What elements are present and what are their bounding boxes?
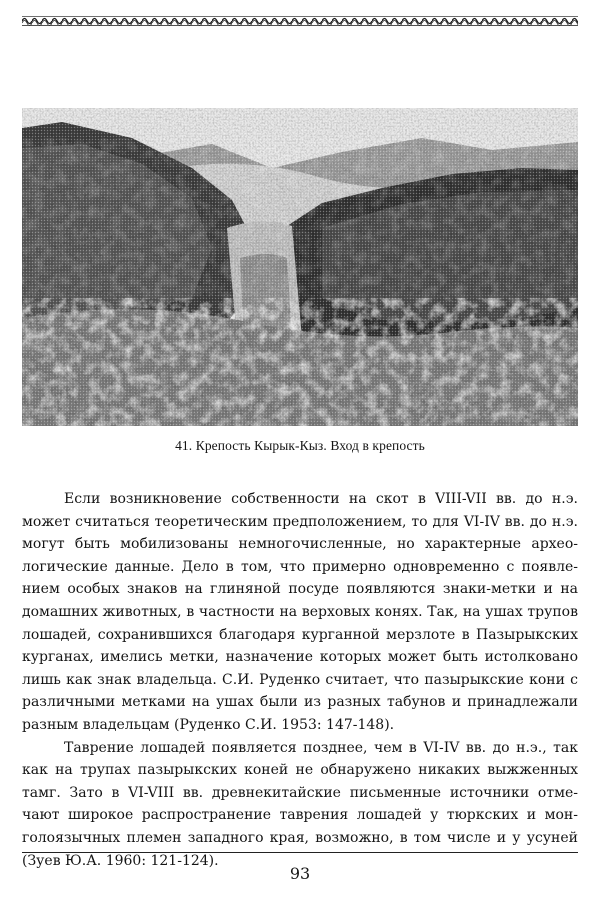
text-line: Таврение лошадей появляется позднее, чем в VI-IV вв. до н.э., так <box>64 739 578 756</box>
paragraph-1 <box>22 488 578 737</box>
text-line: голоязычных племен западного края, возможно, в том числе и у усуней <box>22 829 578 846</box>
text-line: Если возникновение собственности на скот в VIII-VII вв. до н.э. <box>64 491 578 507</box>
text-line: нием особых знаков на глиняной посуде появляются знаки-метки и на <box>22 581 578 598</box>
text-line: чают широкое распространение таврения лошадей у тюркских и мон- <box>22 807 578 824</box>
text-line: (Зуев Ю.А. 1960: 121-124). <box>22 852 219 869</box>
text-line: домашних животных, в частности на верховых конях. Так, на ушах трупов <box>22 603 578 620</box>
text-line: курганах, имелись метки, назначение которых может быть истолковано <box>22 649 578 666</box>
text-line: лошадей, сохранившихся благодаря курганной мерзлоте в Пазырыкских <box>22 626 578 643</box>
figure-caption: 41. Крепость Кырык-Кыз. Вход в крепость <box>175 438 425 453</box>
footer-rule <box>22 852 578 853</box>
text-line: лишь как знак владельца. С.И. Руденко считает, что пазырыкские кони с <box>22 671 578 688</box>
body-text <box>22 488 578 872</box>
text-line: может считаться теоретическим предположением, то для VI-IV вв. до н.э. <box>22 513 578 530</box>
text-line: логические данные. Дело в том, что примерно одновременно с появле- <box>22 558 578 575</box>
header-ornament-border <box>22 16 578 26</box>
text-line: тамг. Зато в VI-VIII вв. древнекитайские письменные источники отме- <box>22 784 578 801</box>
text-line: могут быть мобилизованы немногочисленные, но характерные архео- <box>22 536 578 553</box>
fortress-entrance-photo <box>22 108 578 426</box>
text-line: разным владельцам (Руденко С.И. 1953: 147-148). <box>22 716 395 733</box>
text-line: как на трупах пазырыкских коней не обнаружено никаких выжженных <box>22 762 578 779</box>
text-line: различными метками на ушах были из разных табунов и принадлежали <box>22 694 578 711</box>
page-number: 93 <box>289 864 311 883</box>
